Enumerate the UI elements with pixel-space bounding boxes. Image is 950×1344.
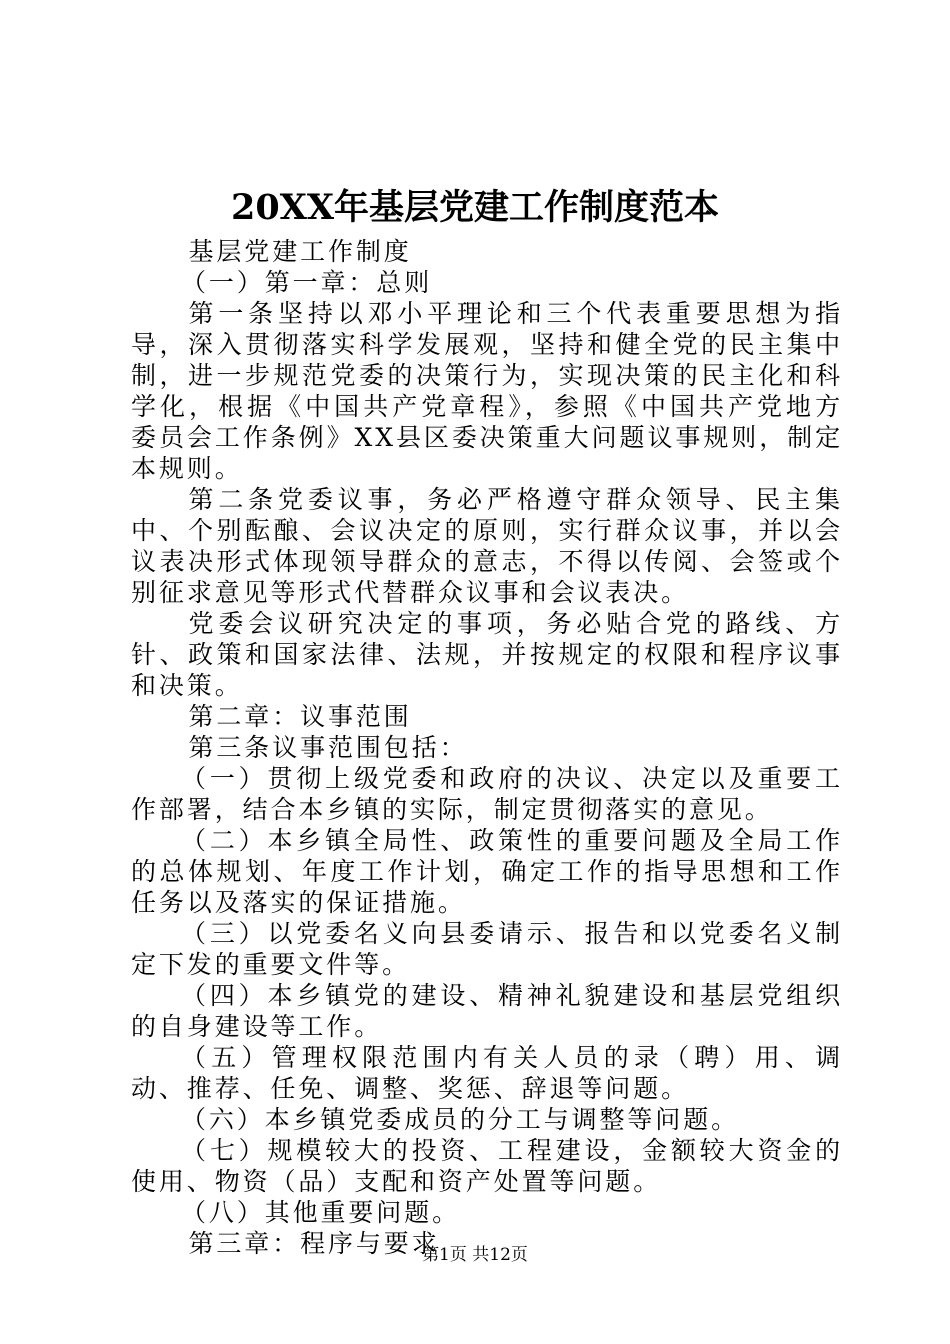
paragraph: 党委会议研究决定的事项，务必贴合党的路线、方针、政策和国家法律、法规，并按规定的权限和程序议事和决策。 [131,609,843,700]
paragraph: （七）规模较大的投资、工程建设，金额较大资金的使用、物资（品）支配和资产处置等问题。 [131,1136,843,1196]
document-body [131,236,843,1259]
page-number-footer: 第1页 共12页 [422,1245,528,1265]
paragraph: 第二章：议事范围 [188,702,412,731]
paragraph: （一）第一章：总则 [181,268,433,297]
paragraph: （一）贯彻上级党委和政府的决议、决定以及重要工作部署，结合本乡镇的实际，制定贯彻落实的意见。 [131,764,843,824]
paragraph: （五）管理权限范围内有关人员的录（聘）用、调动、推荐、任免、调整、奖惩、辞退等问题。 [131,1043,843,1103]
document-title: 20XX年基层党建工作制度范本 [230,187,720,228]
paragraph: （四）本乡镇党的建设、精神礼貌建设和基层党组织的自身建设等工作。 [131,981,843,1041]
paragraph: 第三章：程序与要求 [188,1229,440,1258]
paragraph: （二）本乡镇全局性、政策性的重要问题及全局工作的总体规划、年度工作计划，确定工作的指导思想和工作任务以及落实的保证措施。 [131,826,843,917]
paragraph: 第三条议事范围包括： [188,733,468,762]
paragraph: 基层党建工作制度 [188,237,412,266]
paragraph: （六）本乡镇党委成员的分工与调整等问题。 [181,1105,740,1134]
paragraph: 第二条党委议事，务必严格遵守群众领导、民主集中、个别酝酿、会议决定的原则，实行群众议事，并以会议表决形式体现领导群众的意志，不得以传阅、会签或个别征求意见等形式代替群众议事和会议表决。 [131,485,843,607]
paragraph: （八）其他重要问题。 [181,1198,461,1227]
paragraph: （三）以党委名义向县委请示、报告和以党委名义制定下发的重要文件等。 [131,919,843,979]
paragraph: 第一条坚持以邓小平理论和三个代表重要思想为指导，深入贯彻落实科学发展观，坚持和健全党的民主集中制，进一步规范党委的决策行为，实现决策的民主化和科学化，根据《中国共产党章程》，参照《中国共产党地方委员会工作条例》XX县区委决策重大问题议事规则，制定本规则。 [131,299,843,483]
